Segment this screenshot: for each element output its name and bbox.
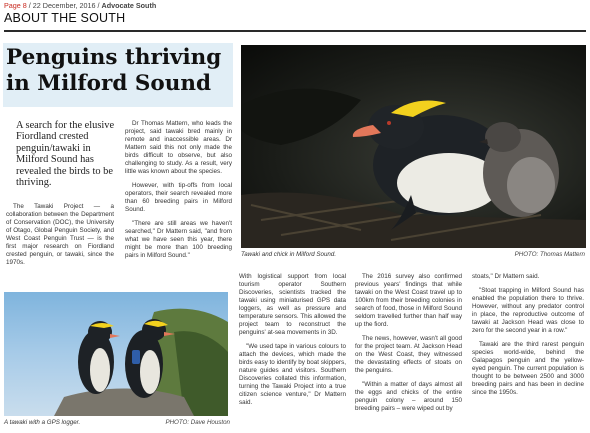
header-separator: / — [26, 1, 33, 10]
section-rule — [4, 30, 586, 32]
article-deck: A search for the elusive Fiordland crested penguin/tawaki in Milford Sound has revealed the birds to be thriving. — [16, 120, 115, 189]
paragraph: With logistical support from local tourism operator Southern Discoveries, scientists tracked the tawaki using miniaturised GPS data loggers, as well as pressure and temperature sensors. This allowed the project team to reconstruct the penguins' at-sea movements in 3D. — [239, 273, 346, 336]
issue-date: 22 December, 2016 — [32, 1, 96, 10]
paragraph: Dr Thomas Mattern, who leads the project, said tawaki bred mainly in remote and inaccessible areas. Dr Mattern said this not only made the birds difficult to observe, but also challenging to study. As a result, very little was known about the species. — [125, 120, 232, 175]
paragraph: "Within a matter of days almost all the eggs and chicks of the entire penguin colony – around 150 breeding pairs – were wiped out by — [355, 381, 462, 412]
photo-tawaki-gps — [4, 292, 228, 416]
paragraph: "Stoat trapping in Milford Sound has enabled the population there to thrive. However, without any predator control in place, the reproductive outcome of tawaki at Jackson Head was close to zero for the second year in a row." — [472, 287, 584, 334]
headline-line: in Milford Sound — [6, 71, 212, 96]
paragraph: "There are still areas we haven't searched," Dr Mattern said, "and from what we have seen this year, there might be more than 100 breeding pairs in Milford Sound." — [125, 220, 232, 259]
gps-logger — [132, 350, 140, 364]
photo-penguin-and-chick — [241, 45, 586, 248]
photo-caption: Tawaki and chick in Milford Sound. — [241, 251, 337, 258]
publication-name: Advocate South — [101, 1, 157, 10]
paragraph: However, with tip-offs from local operators, their search revealed more than 60 breeding pairs in Milford Sound. — [125, 182, 232, 213]
headline-line: Penguins thriving — [6, 45, 222, 70]
paragraph: The Tawaki Project — a collaboration between the Department of Conservation (DOC), the University of Otago, Global Penguin Society, and West Coast Penguin Trust — is the first major research on Fiordland crested penguin, or tawaki, since the 1970s. — [6, 203, 114, 266]
article-column-2 — [125, 120, 232, 266]
article-column-3 — [239, 273, 346, 413]
paragraph: The news, however, wasn't all good for the project team. At Jackson Head on the West Coast, they witnessed the devastating effects of stoats on the penguins. — [355, 335, 462, 374]
photo-caption: A tawaki with a GPS logger. — [4, 419, 81, 426]
paragraph: The 2016 survey also confirmed previous years' findings that while tawaki on the West Coast travel up to 100km from their breeding colonies in search of food, those in Milford Sound seldom travelled further than half way up the fiord. — [355, 273, 462, 328]
headline — [6, 45, 234, 97]
header-separator: / — [95, 1, 102, 10]
article-column-5 — [472, 273, 584, 403]
photo-credit: PHOTO: Dave Houston — [165, 419, 230, 426]
paragraph: "We used tape in various colours to attach the devices, which made the birds easy to identify by boat skippers, nature guides and visitors. Southern Discoveries collated this information, turning the Tawaki Project into a true citizen science venture," Dr Mattern said. — [239, 343, 346, 406]
photo-credit: PHOTO: Thomas Mattern — [514, 251, 585, 258]
article-column-1 — [6, 203, 114, 273]
penguin-and-chick-illustration — [241, 45, 586, 248]
page-number: Page 8 — [4, 1, 27, 10]
paragraph: stoats," Dr Mattern said. — [472, 273, 540, 280]
section-title: ABOUT THE SOUTH — [4, 11, 126, 25]
page-header — [4, 1, 156, 10]
article-column-4 — [355, 273, 462, 419]
tawaki-gps-illustration — [4, 292, 228, 416]
paragraph: Tawaki are the third rarest penguin species world-wide, behind the Galapagos penguin and the yellow-eyed penguin. The current population is thought to be between 2500 and 3000 breeding pairs and has been in decline since the 1950s. — [472, 341, 584, 396]
